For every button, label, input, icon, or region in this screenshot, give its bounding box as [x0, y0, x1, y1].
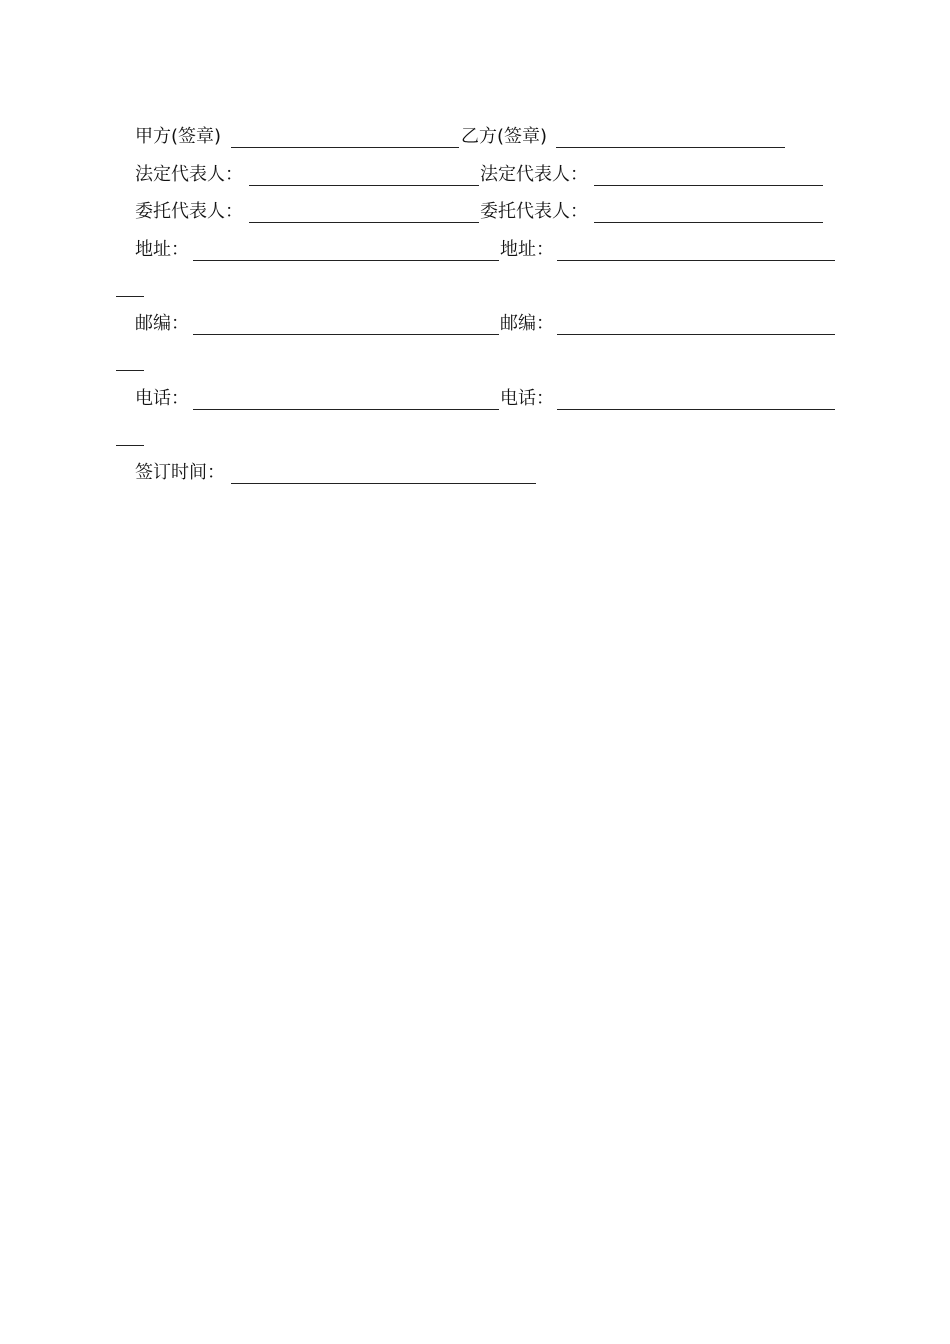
address-b-label: 地址：: [500, 239, 554, 260]
phone-row: [0, 388, 950, 412]
entrusted-rep-a-label: 委托代表人：: [135, 201, 243, 222]
postcode-b-label: 邮编：: [500, 313, 554, 334]
party-seal-row: [0, 126, 950, 150]
legal-rep-row: [0, 164, 950, 188]
party-a-seal-label: 甲方(签章): [135, 126, 222, 147]
phone-wrap-blank[interactable]: [116, 445, 144, 446]
legal-rep-b-label: 法定代表人：: [480, 164, 588, 185]
signing-time-blank[interactable]: [231, 483, 536, 484]
postcode-row: [0, 313, 950, 337]
postcode-a-blank[interactable]: [193, 334, 499, 335]
party-a-seal-blank[interactable]: [231, 147, 459, 148]
address-b-blank[interactable]: [557, 260, 835, 261]
phone-a-label: 电话：: [135, 388, 189, 409]
postcode-wrap-blank[interactable]: [116, 370, 144, 371]
signing-time-label: 签订时间：: [135, 462, 225, 483]
address-a-blank[interactable]: [193, 260, 499, 261]
legal-rep-a-label: 法定代表人：: [135, 164, 243, 185]
party-b-seal-blank[interactable]: [556, 147, 785, 148]
entrusted-rep-a-blank[interactable]: [249, 222, 479, 223]
address-wrap-blank[interactable]: [116, 296, 144, 297]
legal-rep-a-blank[interactable]: [249, 185, 479, 186]
legal-rep-b-blank[interactable]: [594, 185, 823, 186]
entrusted-rep-row: [0, 201, 950, 225]
party-b-seal-label: 乙方(签章): [461, 126, 548, 147]
entrusted-rep-b-label: 委托代表人：: [480, 201, 588, 222]
phone-b-blank[interactable]: [557, 409, 835, 410]
entrusted-rep-b-blank[interactable]: [594, 222, 823, 223]
phone-a-blank[interactable]: [193, 409, 499, 410]
address-a-label: 地址：: [135, 239, 189, 260]
signing-time-row: [0, 462, 950, 486]
postcode-a-label: 邮编：: [135, 313, 189, 334]
address-row: [0, 239, 950, 263]
phone-b-label: 电话：: [500, 388, 554, 409]
postcode-b-blank[interactable]: [557, 334, 835, 335]
